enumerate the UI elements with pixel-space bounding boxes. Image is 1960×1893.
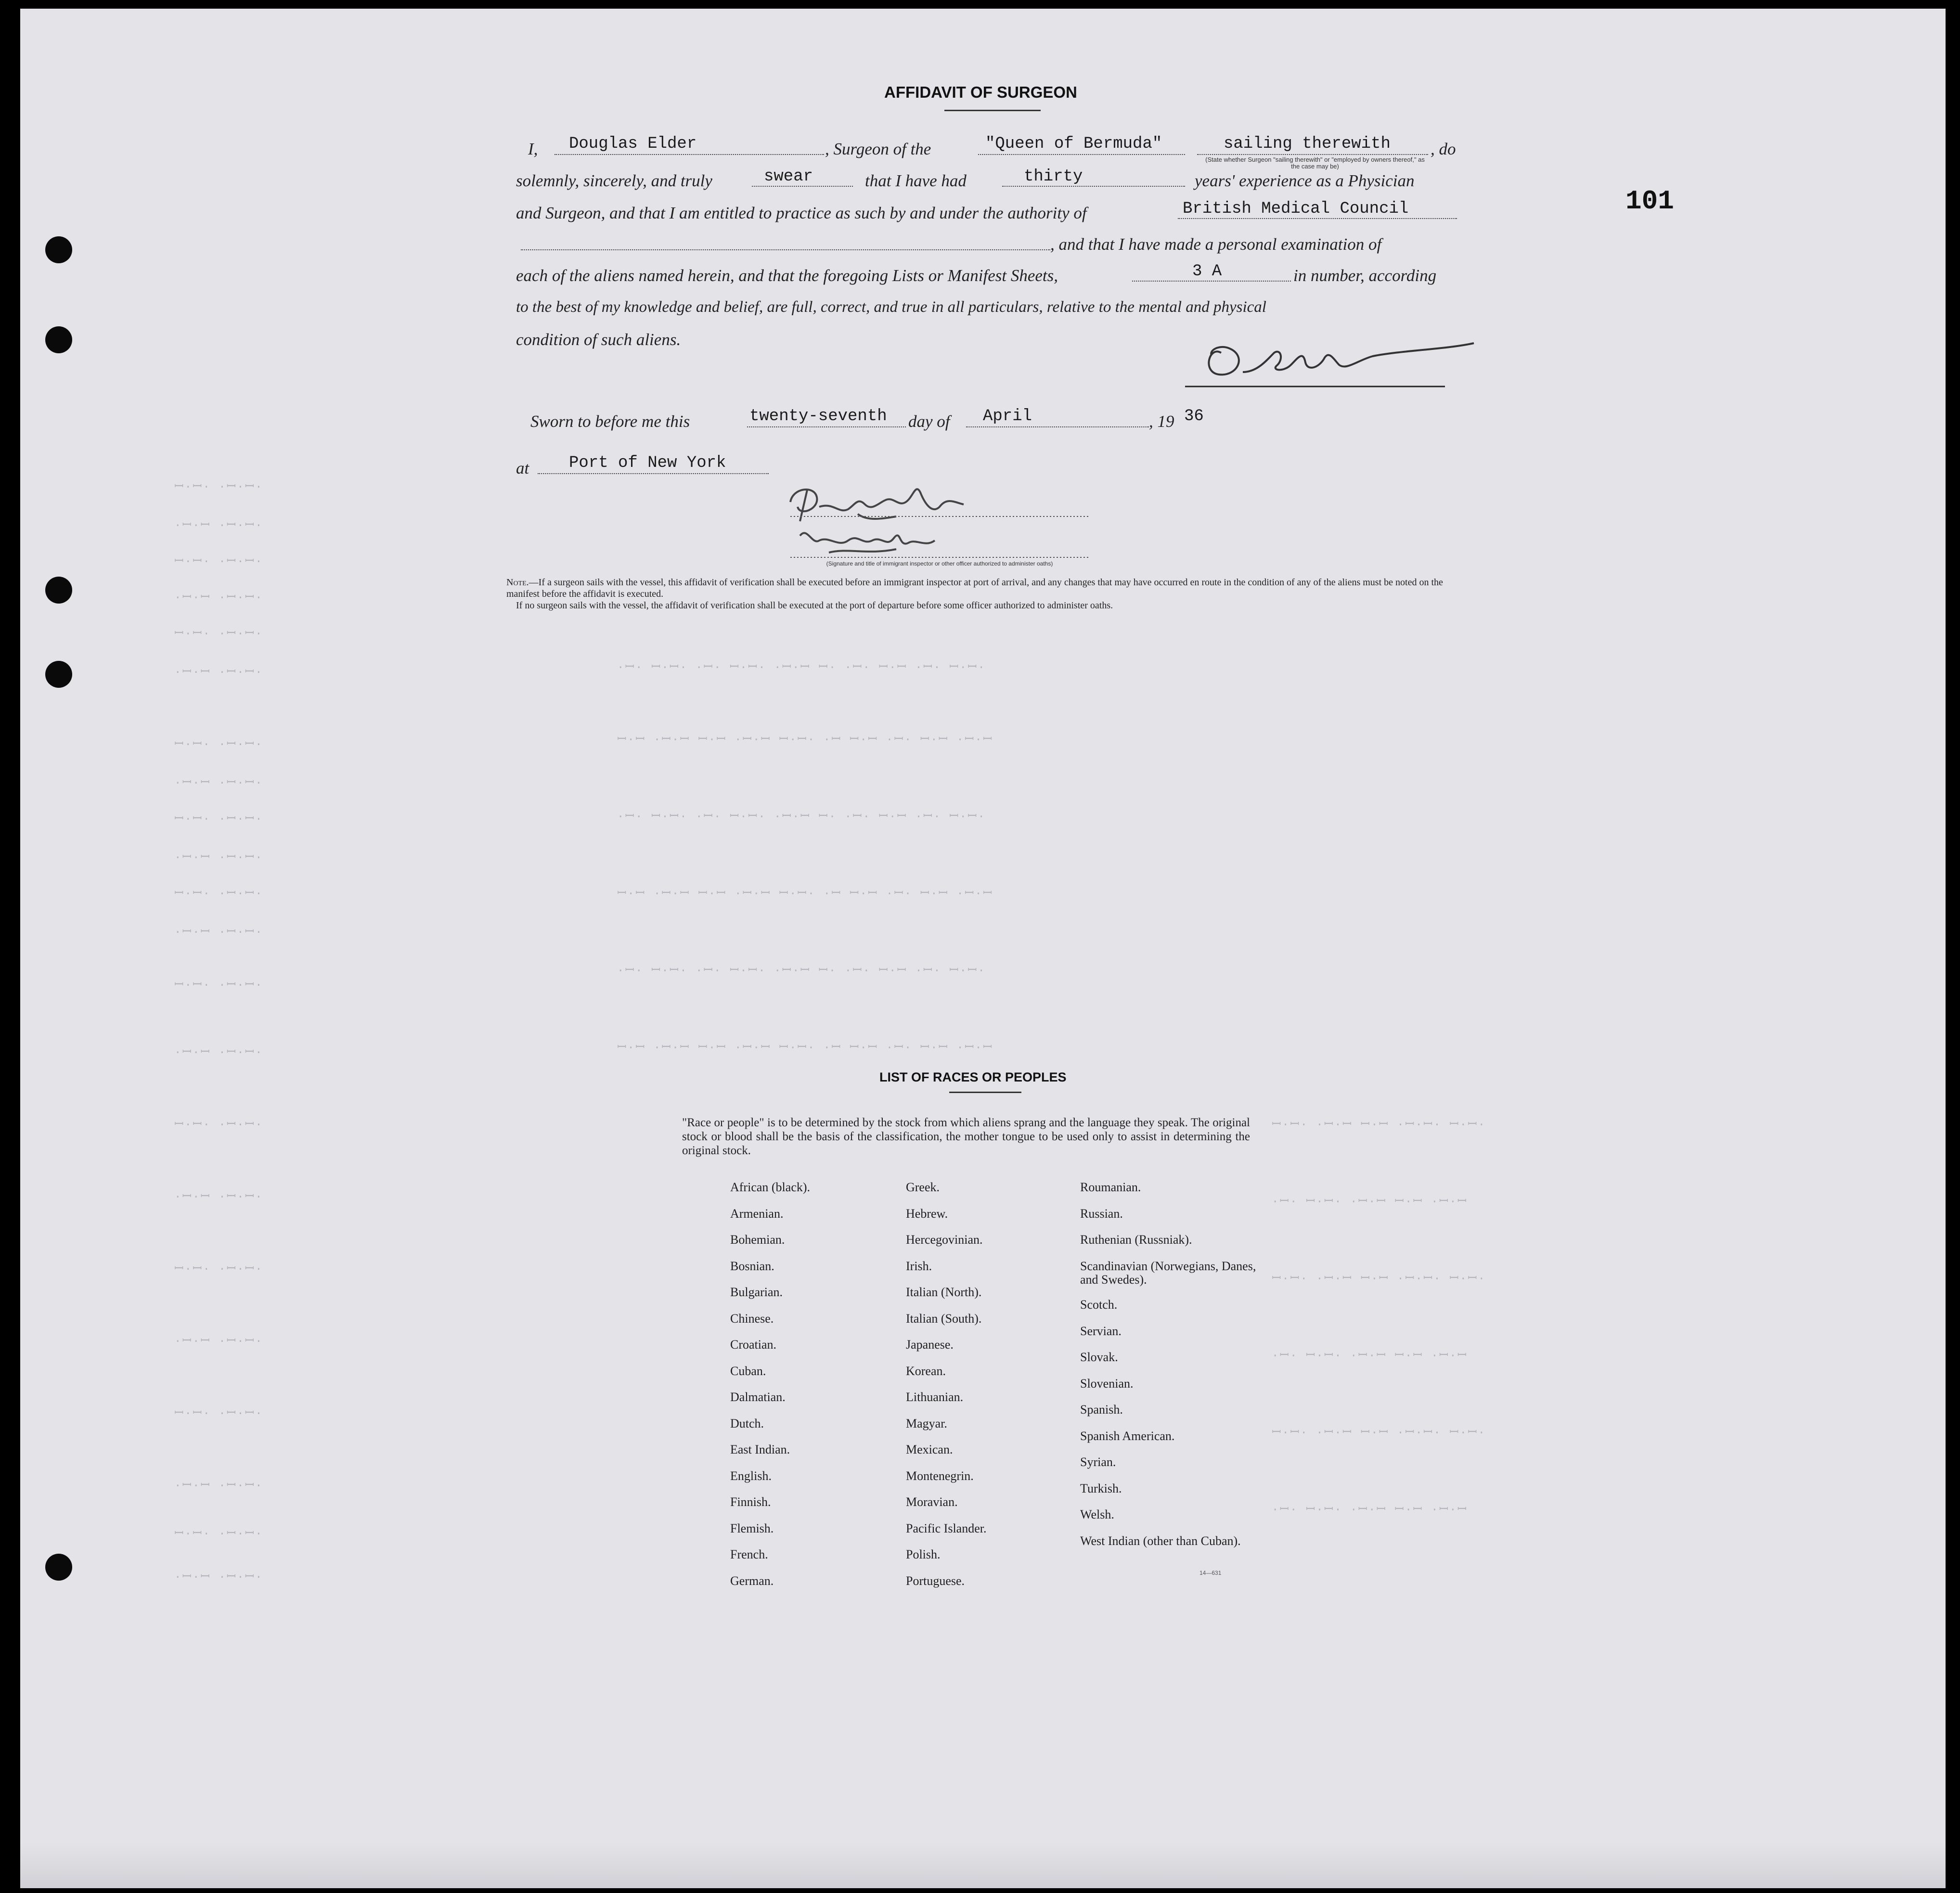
races-intro: "Race or people" is to be determined by the stock from which aliens sprang and the language they speak. The original stock or blood shall be the basis of the classification, the mother tongue to be used only to assist in determining the original stock. — [682, 1116, 1250, 1157]
years-experience: thirty — [1024, 167, 1083, 186]
sheet-count: 3 A — [1192, 262, 1222, 281]
punch-hole — [45, 1554, 72, 1581]
race-item: German. — [730, 1573, 774, 1588]
title-rule — [944, 110, 1041, 111]
oath-word: swear — [764, 167, 813, 186]
sig-caption: (Signature and title of immigrant inspector or other officer authorized to administer oaths) — [826, 560, 1053, 567]
race-item: Chinese. — [730, 1311, 774, 1326]
sworn-month: April — [983, 407, 1032, 425]
race-item: English. — [730, 1468, 772, 1483]
race-item: Turkish. — [1080, 1481, 1122, 1495]
fill-line — [1002, 186, 1185, 187]
text-day-of: day of — [908, 412, 950, 431]
fill-line — [752, 186, 853, 187]
race-item: Russian. — [1080, 1206, 1123, 1221]
race-item: Slovak. — [1080, 1350, 1118, 1364]
race-item: East Indian. — [730, 1442, 790, 1456]
text-and-surgeon: and Surgeon, and that I am entitled to practice as such by and under the authority of — [516, 204, 1087, 222]
status-note: (State whether Surgeon "sailing therewith" or "employed by owners thereof," as the case may be) — [1205, 156, 1425, 170]
verification-note — [506, 577, 1450, 611]
race-item: Polish. — [906, 1547, 941, 1561]
race-item: Servian. — [1080, 1324, 1122, 1338]
surgeon-signature — [1175, 326, 1522, 389]
fill-line — [521, 249, 1050, 250]
fill-line — [554, 154, 824, 155]
text-sworn: Sworn to before me this — [530, 412, 690, 431]
race-item: Bosnian. — [730, 1259, 774, 1273]
race-item: Welsh. — [1080, 1507, 1114, 1521]
races-rule — [949, 1092, 1021, 1093]
race-item: Bohemian. — [730, 1233, 785, 1247]
text-personal-exam: , and that I have made a personal examination of — [1050, 235, 1382, 254]
race-item: Flemish. — [730, 1521, 774, 1535]
race-item: Dalmatian. — [730, 1390, 786, 1404]
race-item: Ruthenian (Russniak). — [1080, 1233, 1192, 1247]
surgeon-name: Douglas Elder — [569, 135, 697, 153]
race-item: Scandinavian (Norwegians, Danes, and Swedes). — [1080, 1259, 1256, 1287]
fill-line — [1178, 218, 1457, 219]
punch-hole — [45, 577, 72, 604]
text-in-number: in number, according — [1293, 266, 1437, 285]
fill-line — [538, 473, 769, 474]
note-text-1: —If a surgeon sails with the vessel, this affidavit of verification shall be executed before an immigrant inspector at port of arrival, and any changes that may have occurred en route in the condition of any of the aliens must be noted on the manifest before the affidavit is executed. — [506, 577, 1443, 599]
sworn-place: Port of New York — [569, 454, 726, 472]
race-item: Cuban. — [730, 1364, 766, 1378]
race-item: Hercegovinian. — [906, 1233, 983, 1247]
race-item: Lithuanian. — [906, 1390, 964, 1404]
authority: British Medical Council — [1183, 200, 1409, 218]
page-number: 101 — [1625, 186, 1674, 217]
races-title: LIST OF RACES OR PEOPLES — [879, 1070, 1067, 1084]
race-item: Armenian. — [730, 1206, 784, 1221]
fill-line — [1132, 281, 1291, 282]
race-item: Greek. — [906, 1180, 940, 1194]
race-item: West Indian (other than Cuban). — [1080, 1533, 1241, 1548]
race-item: Dutch. — [730, 1416, 764, 1430]
race-item: Japanese. — [906, 1338, 954, 1352]
note-text-2: If no surgeon sails with the vessel, the affidavit of verification shall be executed at the port of departure before some officer authorized to administer oaths. — [516, 600, 1113, 611]
text-do: , do — [1431, 140, 1456, 158]
manifest-page: ꟷ·ꟷ· ·ꟷ·ꟷ· ·ꟷ·ꟷ ·ꟷ·ꟷ· ꟷ·ꟷ· ·ꟷ·ꟷ· ·ꟷ·ꟷ ·ꟷ·ꟷ· ꟷ·ꟷ· ·ꟷ·ꟷ· ·ꟷ·ꟷ ·ꟷ·ꟷ· ꟷ·ꟷ· ·ꟷ·ꟷ· ·ꟷ·ꟷ ·ꟷ·ꟷ· ꟷ·ꟷ· ·ꟷ·ꟷ· ·ꟷ·ꟷ ·ꟷ·ꟷ· ꟷ·ꟷ· ·ꟷ·ꟷ· ·ꟷ·ꟷ ·ꟷ·ꟷ· ꟷ·ꟷ· ·ꟷ·ꟷ· ·ꟷ·ꟷ ·ꟷ·ꟷ· ꟷ·ꟷ· ·ꟷ·ꟷ· ·ꟷ·ꟷ ·ꟷ·ꟷ· ꟷ·ꟷ· ·ꟷ·ꟷ· ·ꟷ·ꟷ ·ꟷ·ꟷ· ꟷ·ꟷ· ·ꟷ·ꟷ· ·ꟷ·ꟷ ·ꟷ·ꟷ· ꟷ·ꟷ· ·ꟷ·ꟷ· ·ꟷ·ꟷ ·ꟷ·ꟷ· ·ꟷ· ꟷ·ꟷ· ·ꟷ· ꟷ·ꟷ· ·ꟷ·ꟷ ꟷ· ·ꟷ· ꟷ·ꟷ ·ꟷ· ꟷ·ꟷ· ꟷ·ꟷ ·ꟷ·ꟷ ꟷ·ꟷ ·ꟷ·ꟷ ꟷ·ꟷ· ·ꟷ ꟷ·ꟷ ·ꟷ· ꟷ·ꟷ ·ꟷ·ꟷ ·ꟷ· ꟷ·ꟷ· ·ꟷ· ꟷ·ꟷ· ·ꟷ·ꟷ ꟷ· ·ꟷ· ꟷ·ꟷ ·ꟷ· ꟷ·ꟷ· ꟷ·ꟷ ·ꟷ·ꟷ ꟷ·ꟷ ·ꟷ·ꟷ ꟷ·ꟷ· ·ꟷ ꟷ·ꟷ ·ꟷ· ꟷ·ꟷ ·ꟷ·ꟷ ·ꟷ· ꟷ·ꟷ· ·ꟷ· ꟷ·ꟷ· ·ꟷ·ꟷ ꟷ· ·ꟷ· ꟷ·ꟷ ·ꟷ· ꟷ·ꟷ· ꟷ·ꟷ ·ꟷ·ꟷ ꟷ·ꟷ ·ꟷ·ꟷ ꟷ·ꟷ· ·ꟷ ꟷ·ꟷ ·ꟷ· ꟷ·ꟷ ·ꟷ·ꟷ ꟷ·ꟷ· ·ꟷ·ꟷ ꟷ·ꟷ ·ꟷ·ꟷ· ꟷ·ꟷ· ·ꟷ· ꟷ·ꟷ· ·ꟷ·ꟷ ꟷ·ꟷ ·ꟷ·ꟷ ꟷ·ꟷ· ·ꟷ·ꟷ ꟷ·ꟷ ·ꟷ·ꟷ· ꟷ·ꟷ· ·ꟷ· ꟷ·ꟷ· ·ꟷ·ꟷ ꟷ·ꟷ ·ꟷ·ꟷ ꟷ·ꟷ· ·ꟷ·ꟷ ꟷ·ꟷ ·ꟷ·ꟷ· ꟷ·ꟷ· ·ꟷ· ꟷ·ꟷ· ·ꟷ·ꟷ ꟷ·ꟷ ·ꟷ·ꟷ 101 AFFIDAVIT OF SURGEON I, Douglas Elder , Surgeon of the "Queen of Bermuda" sailing therewith , do (State whether Surgeon "sailing therewith" or "employed by owners thereof," as the case may be) solemnly, sincerely, and truly swear that I have had thirty years' experience as a Physician and Surgeon, and that I am entitled to practice as such by and under the authority of British Medical Council , and that I have made a personal examination of each of the aliens named herein, and that the foregoing Lists or Manifest Sheets, 3 A in number, according to the best of my knowledge and belief, are full, correct, and true in all particulars, relative to the mental and physical condition of such aliens. Sworn to before me this twenty-seventh day of April , 19 36 at Port of New York (Signature and title of immigrant inspector or other officer authorized to administer oaths) Note.—If a surgeon sails with the vessel, this affidavit of verification shall be executed before an immigrant inspector at port of arrival, and any changes that may have occurred en route in the condition of any of the aliens must be noted on the manifest before the affidavit is executed. If no surgeon sails with the vessel, the affidavit of verification shall be executed at the port of departure before some officer authorized to administer oaths. LIST OF RACES OR PEOPLES "Race or people" is to be determined by the stock from which aliens sprang and the language they speak. The original stock or blood shall be the basis of the classification, the mother tongue to be used only to assist in determining the original stock. African (black). Armenian. Bohemian. Bosnian. Bulgarian. Chinese. Croatian. Cuban. Dalmatian. Dutch. East Indian. English. Finnish. Flemish. French. German. Greek. Hebrew. Hercegovinian. Irish. Italian (North). Italian (South). Japanese. Korean. Lithuanian. Magyar. Mexican. Montenegrin. Moravian. Pacific Islander. Polish. Portuguese. Roumanian. Russian. Ruthenian (Russniak). Scandinavian (Norwegians, Danes, and Swedes). Scotch. Servian. Slovak. Slovenian. Spanish. Spanish American. Syrian. Turkish. Welsh. West Indian (other than Cuban). 14—631 — [20, 9, 1946, 1888]
race-item: African (black). — [730, 1180, 811, 1194]
race-item: Roumanian. — [1080, 1180, 1141, 1194]
race-item: Italian (South). — [906, 1311, 982, 1326]
fill-line — [978, 154, 1185, 155]
text-surgeon-of: , Surgeon of the — [825, 140, 931, 158]
text-solemnly: solemnly, sincerely, and truly — [516, 171, 712, 190]
race-item: Pacific Islander. — [906, 1521, 987, 1535]
note-label: Note. — [506, 577, 529, 588]
form-code: 14—631 — [1199, 1570, 1222, 1576]
race-item: Syrian. — [1080, 1455, 1116, 1469]
race-item: Slovenian. — [1080, 1376, 1134, 1391]
sworn-year: 36 — [1184, 407, 1204, 425]
text-at: at — [516, 459, 529, 477]
race-item: Bulgarian. — [730, 1285, 783, 1299]
race-item: Hebrew. — [906, 1206, 948, 1221]
vessel-name: "Queen of Bermuda" — [985, 135, 1162, 153]
race-item: Italian (North). — [906, 1285, 982, 1299]
race-item: Korean. — [906, 1364, 946, 1378]
race-item: Portuguese. — [906, 1573, 965, 1588]
text-to-best: to the best of my knowledge and belief, are full, correct, and true in all particulars, relative to the mental and physical — [516, 298, 1266, 316]
text-that-had: that I have had — [865, 171, 967, 190]
race-item: Scotch. — [1080, 1298, 1118, 1312]
punch-hole — [45, 236, 72, 263]
text-condition: condition of such aliens. — [516, 330, 681, 349]
race-item: Spanish. — [1080, 1403, 1123, 1417]
race-item: Croatian. — [730, 1338, 777, 1352]
race-item: Irish. — [906, 1259, 932, 1273]
race-item: French. — [730, 1547, 768, 1561]
sailing-status: sailing therewith — [1224, 135, 1391, 153]
race-item: Montenegrin. — [906, 1468, 974, 1483]
sworn-day: twenty-seventh — [749, 407, 887, 425]
fill-line — [1197, 154, 1428, 155]
text-each-alien: each of the aliens named herein, and that the foregoing Lists or Manifest Sheets, — [516, 266, 1058, 285]
race-item: Spanish American. — [1080, 1429, 1175, 1443]
fill-line — [966, 426, 1149, 427]
race-item: Moravian. — [906, 1495, 958, 1509]
race-item: Magyar. — [906, 1416, 947, 1430]
race-item: Finnish. — [730, 1495, 771, 1509]
punch-hole — [45, 326, 72, 353]
text-years-exp: years' experience as a Physician — [1195, 171, 1415, 190]
text-i: I, — [528, 140, 538, 158]
punch-hole — [45, 661, 72, 688]
text-year-prefix: , 19 — [1149, 412, 1174, 431]
affidavit-title: AFFIDAVIT OF SURGEON — [884, 83, 1077, 101]
fill-line — [747, 426, 906, 427]
race-item: Mexican. — [906, 1442, 953, 1456]
